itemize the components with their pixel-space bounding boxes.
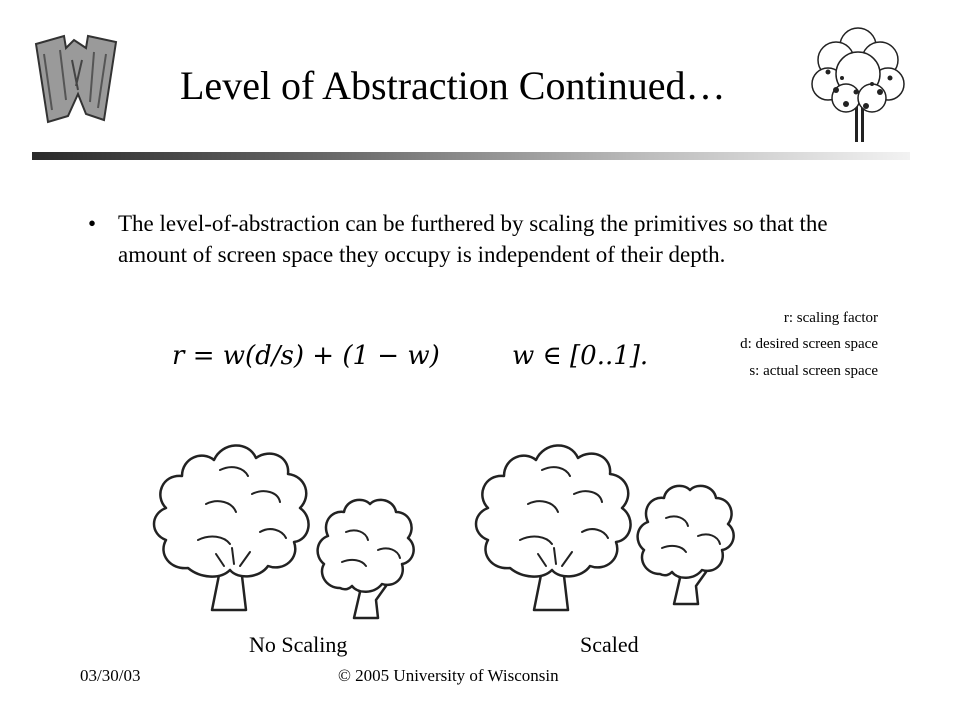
tree-icon: [806, 20, 910, 144]
footer-copyright: © 2005 University of Wisconsin: [338, 666, 559, 685]
tree-illustration: [140, 430, 760, 620]
caption-no-scaling: No Scaling: [249, 632, 348, 657]
bullet-text: The level-of-abstraction can be furthered by scaling the primitives so that the amount of screen space they occupy is independent of their depth.: [118, 211, 828, 267]
scaling-formula: r = w(d/s) + (1 − w): [172, 341, 440, 371]
legend-s: s: actual screen space: [749, 363, 878, 379]
legend-r: r: scaling factor: [783, 310, 878, 326]
weight-range-formula: w ∈ [0..1].: [512, 341, 649, 371]
wisconsin-w-logo-icon: [30, 30, 122, 126]
legend-d: d: desired screen space: [740, 336, 878, 352]
bullet-marker: •: [88, 211, 97, 236]
caption-scaled: Scaled: [580, 632, 639, 657]
title-divider: [32, 152, 910, 160]
footer-date: 03/30/03: [80, 666, 141, 685]
slide-title: Level of Abstraction Continued…: [180, 63, 726, 108]
